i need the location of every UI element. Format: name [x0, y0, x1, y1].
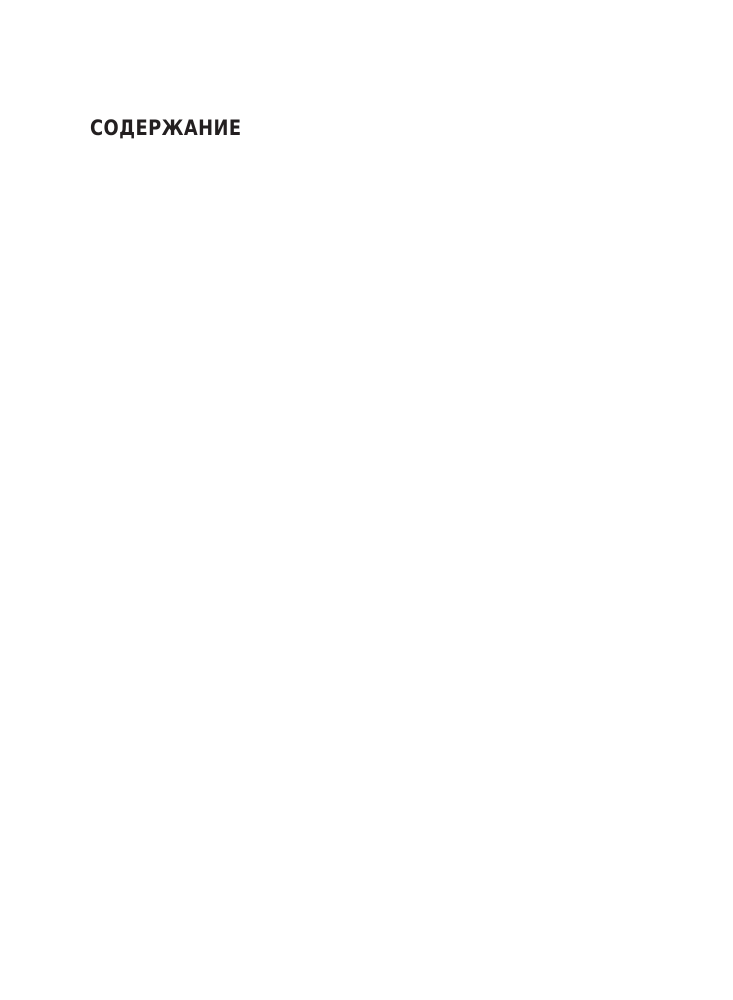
page-title: СОДЕРЖАНИЕ	[90, 116, 242, 140]
